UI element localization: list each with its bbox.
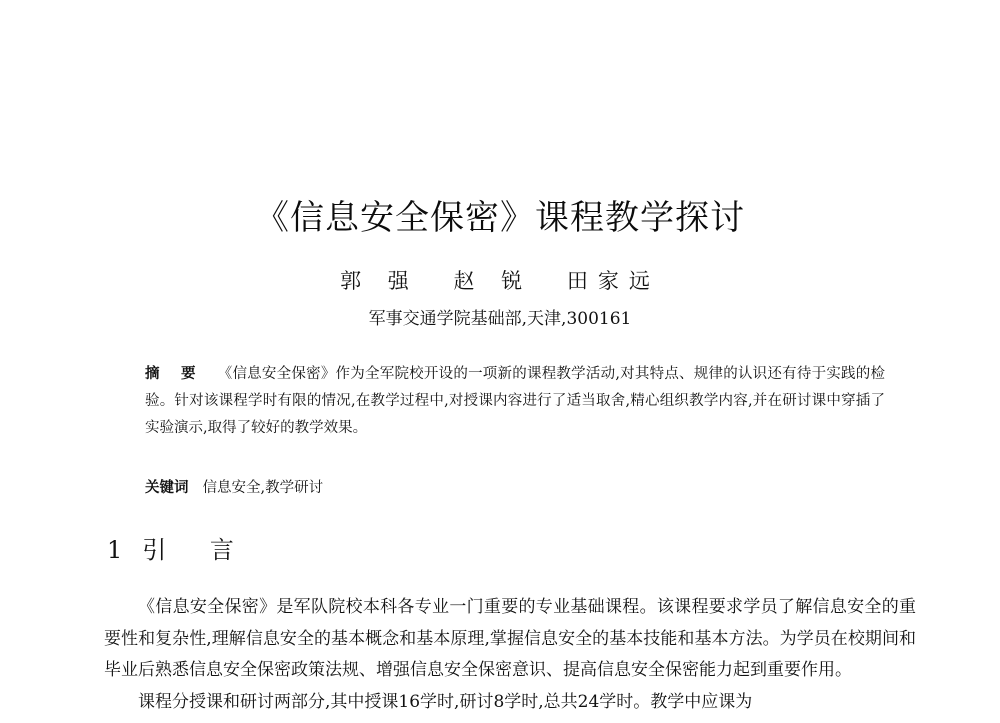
keywords-label: 关键词	[145, 480, 189, 496]
author-name: 赵 锐	[453, 269, 533, 293]
abstract-text: 《信息安全保密》作为全军院校开设的一项新的课程教学活动,对其特点、规律的认识还有待于实践的检验。针对该课程学时有限的情况,在教学过程中,对授课内容进行了适当取舍,精心组织教学内容,并在研讨课中穿插了实验演示,取得了较好的教学效果。	[145, 366, 885, 436]
abstract-label: 摘 要	[145, 366, 204, 382]
author-name: 郭 强	[340, 269, 419, 293]
section-title: 引 言	[142, 536, 252, 564]
body-paragraph: 课程分授课和研讨两部分,其中授课16学时,研讨8学时,总共24学时。教学中应课为	[138, 691, 753, 712]
author-list	[0, 265, 1000, 295]
section-heading	[107, 530, 252, 565]
author-name: 田家远	[566, 269, 660, 293]
paper-title: 《信息安全保密》课程教学探讨	[255, 198, 745, 238]
author-affiliation: 军事交通学院基础部,天津,300161	[368, 309, 632, 329]
body-paragraph: 《信息安全保密》是军队院校本科各专业一门重要的专业基础课程。该课程要求学员了解信息安全的重要性和复杂性,理解信息安全的基本概念和基本原理,掌握信息安全的基本技能和基本方法。为学员在校期间和毕业后熟悉信息安全保密政策法规、增强信息安全保密意识、提高信息安全保密能力起到重要作用。	[104, 597, 916, 680]
abstract-block	[145, 361, 885, 442]
keywords-block	[145, 476, 323, 497]
keywords-text: 信息安全,教学研讨	[202, 480, 324, 496]
section-number: 1	[107, 536, 123, 564]
section-body	[104, 592, 916, 718]
